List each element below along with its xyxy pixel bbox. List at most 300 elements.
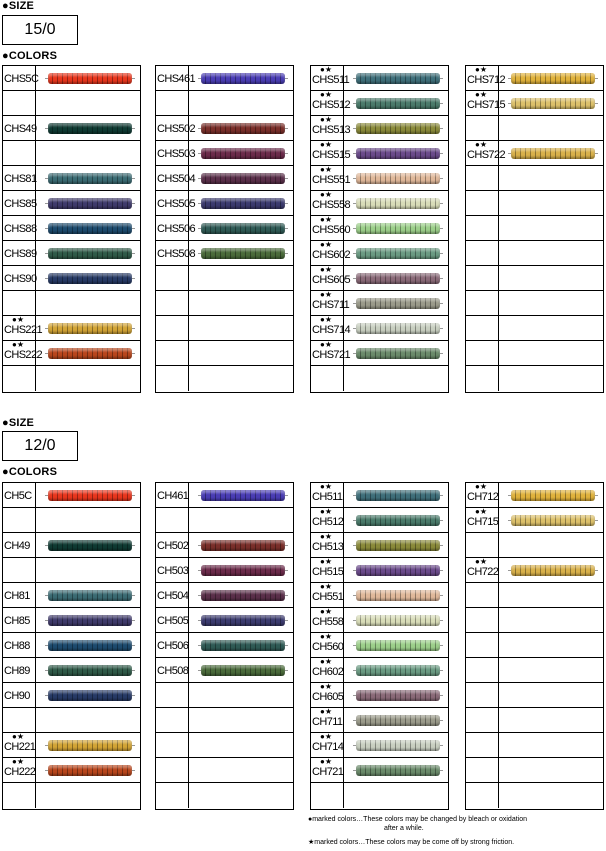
table-row xyxy=(3,166,140,191)
color-code: CH714 xyxy=(312,741,344,753)
table-row xyxy=(156,608,293,633)
color-code-cell xyxy=(311,658,344,682)
color-code-cell xyxy=(466,166,499,190)
bead-swatch xyxy=(201,173,285,184)
color-code-cell xyxy=(3,91,36,115)
color-code xyxy=(157,341,188,349)
table-row xyxy=(156,341,293,366)
color-code: CH711 xyxy=(312,716,343,728)
color-code: CHS714 xyxy=(312,324,350,336)
table-row xyxy=(466,633,603,658)
table-row xyxy=(311,216,448,241)
bead-swatch xyxy=(201,640,285,651)
table-row xyxy=(156,166,293,191)
color-code: CH602 xyxy=(312,666,344,678)
table-row xyxy=(3,483,140,508)
color-code: CH505 xyxy=(157,615,189,627)
bead-swatch xyxy=(511,98,595,109)
table-row xyxy=(466,216,603,241)
color-table xyxy=(155,482,294,810)
color-code: CHS221 xyxy=(4,324,42,336)
table-row xyxy=(3,683,140,708)
color-code: CH221 xyxy=(4,741,36,753)
mark-symbols: ●★ xyxy=(475,507,488,516)
color-code: CHS551 xyxy=(312,174,350,186)
bead-swatch xyxy=(48,223,132,234)
bead-swatch xyxy=(511,148,595,159)
color-code: CH722 xyxy=(467,566,499,578)
mark-symbols: ●★ xyxy=(475,65,488,74)
color-code: CH721 xyxy=(312,766,344,778)
table-row xyxy=(311,683,448,708)
mark-symbols: ●★ xyxy=(320,340,333,349)
bead-swatch xyxy=(356,223,440,234)
table-row xyxy=(311,191,448,216)
color-code-cell xyxy=(156,116,195,140)
mark-symbols: ●★ xyxy=(320,557,333,566)
color-code-cell xyxy=(156,216,195,240)
color-code xyxy=(4,708,35,716)
color-code-cell xyxy=(311,633,344,657)
table-row xyxy=(3,191,140,216)
bead-swatch xyxy=(201,73,285,84)
color-code: CHS560 xyxy=(312,224,350,236)
color-code-cell xyxy=(311,758,344,782)
table-row xyxy=(3,291,140,316)
color-code xyxy=(467,708,498,716)
color-code: CH49 xyxy=(4,540,30,552)
table-row xyxy=(466,733,603,758)
color-code: CH502 xyxy=(157,540,189,552)
table-row xyxy=(156,366,293,391)
table-row xyxy=(3,633,140,658)
color-code-cell xyxy=(156,558,189,582)
table-row xyxy=(311,608,448,633)
bead-swatch xyxy=(201,148,285,159)
color-code-cell xyxy=(156,708,189,732)
bead-swatch xyxy=(356,640,440,651)
mark-symbols: ●★ xyxy=(12,757,25,766)
color-code-cell xyxy=(156,266,189,290)
color-code-cell xyxy=(311,65,350,90)
table-row xyxy=(466,683,603,708)
table-row xyxy=(3,241,140,266)
color-code-cell xyxy=(466,583,499,607)
color-code-cell xyxy=(466,65,505,90)
color-code-cell xyxy=(3,508,36,532)
mark-symbols: ●★ xyxy=(475,140,488,149)
color-code: CH511 xyxy=(312,491,343,503)
color-code-cell xyxy=(466,658,499,682)
color-code: CH558 xyxy=(312,616,344,628)
color-code: CH222 xyxy=(4,766,36,778)
color-table xyxy=(465,65,604,393)
mark-symbols: ●★ xyxy=(320,632,333,641)
color-code: CHS508 xyxy=(157,248,195,260)
bead-swatch xyxy=(356,590,440,601)
color-code-cell xyxy=(466,241,499,265)
bead-swatch xyxy=(356,148,440,159)
color-code xyxy=(467,341,498,349)
color-code xyxy=(312,366,343,374)
color-code xyxy=(157,683,188,691)
bead-swatch xyxy=(356,740,440,751)
table-row xyxy=(311,341,448,366)
mark-symbols: ●★ xyxy=(475,557,488,566)
bead-swatch xyxy=(201,565,285,576)
mark-symbols: ●★ xyxy=(320,532,333,541)
color-code-cell xyxy=(466,633,499,657)
table-row xyxy=(311,241,448,266)
bead-swatch xyxy=(356,348,440,359)
table-row xyxy=(156,291,293,316)
color-code xyxy=(467,583,498,591)
color-code: CH504 xyxy=(157,590,189,602)
bead-swatch xyxy=(201,615,285,626)
bead-swatch xyxy=(48,590,132,601)
color-code-cell xyxy=(311,733,344,757)
mark-symbols: ●★ xyxy=(320,190,333,199)
color-code-cell xyxy=(3,783,36,808)
bead-swatch xyxy=(48,123,132,134)
mark-symbols: ●★ xyxy=(320,507,333,516)
bead-swatch xyxy=(201,223,285,234)
table-row xyxy=(156,116,293,141)
table-row xyxy=(311,583,448,608)
color-code-cell xyxy=(311,583,344,607)
table-row xyxy=(311,116,448,141)
color-code-cell xyxy=(466,316,499,340)
color-code xyxy=(467,316,498,324)
color-code xyxy=(4,508,35,516)
table-row xyxy=(3,758,140,783)
mark-symbols: ●★ xyxy=(12,732,25,741)
mark-symbols: ●★ xyxy=(320,707,333,716)
color-code: CHS722 xyxy=(467,149,505,161)
bead-swatch xyxy=(356,273,440,284)
color-code: CHS222 xyxy=(4,349,42,361)
color-code xyxy=(4,558,35,566)
color-code: CHS90 xyxy=(4,273,37,285)
color-table xyxy=(310,65,449,393)
color-code xyxy=(467,683,498,691)
color-code-cell xyxy=(156,733,189,757)
mark-symbols: ●★ xyxy=(320,315,333,324)
table-row xyxy=(3,558,140,583)
table-row xyxy=(156,733,293,758)
color-code-cell xyxy=(3,266,36,290)
mark-symbols: ●★ xyxy=(320,657,333,666)
table-row xyxy=(466,66,603,91)
color-code-cell xyxy=(311,315,350,340)
color-code: CHS511 xyxy=(312,74,350,86)
color-code xyxy=(157,508,188,516)
mark-symbols: ●★ xyxy=(475,90,488,99)
color-code: CHS558 xyxy=(312,199,350,211)
table-row xyxy=(156,633,293,658)
color-code-cell xyxy=(311,115,350,140)
color-code-cell xyxy=(311,265,350,290)
table-row xyxy=(466,191,603,216)
table-row xyxy=(3,91,140,116)
color-code: CHS503 xyxy=(157,148,195,160)
color-code-cell xyxy=(156,683,189,707)
table-row xyxy=(311,66,448,91)
color-code-cell xyxy=(3,366,36,391)
color-code xyxy=(467,758,498,766)
color-code: CHS505 xyxy=(157,198,195,210)
color-code-cell xyxy=(466,708,499,732)
size-label-12: ●SIZE xyxy=(2,417,35,429)
color-code-cell xyxy=(311,90,350,115)
color-code-cell xyxy=(466,341,499,365)
table-row xyxy=(311,291,448,316)
table-row xyxy=(311,366,448,391)
color-code-cell xyxy=(466,291,499,315)
colors-label-12: ●COLORS xyxy=(2,466,58,478)
color-table xyxy=(310,482,449,810)
table-row xyxy=(311,316,448,341)
color-code: CH560 xyxy=(312,641,344,653)
table-row xyxy=(3,533,140,558)
color-code xyxy=(4,783,35,791)
bead-swatch xyxy=(356,765,440,776)
bead-swatch xyxy=(48,198,132,209)
color-code-cell xyxy=(3,166,36,190)
bead-swatch xyxy=(48,173,132,184)
table-row xyxy=(3,783,140,808)
color-code xyxy=(467,266,498,274)
bead-swatch xyxy=(356,615,440,626)
color-code-cell xyxy=(3,658,36,682)
color-code: CHS88 xyxy=(4,223,37,235)
table-row xyxy=(466,166,603,191)
color-code-cell xyxy=(466,483,499,507)
mark-symbols: ●★ xyxy=(320,732,333,741)
color-code: CHS461 xyxy=(157,73,195,85)
color-code xyxy=(157,291,188,299)
color-code-cell xyxy=(466,90,505,115)
table-row xyxy=(156,216,293,241)
table-row xyxy=(466,141,603,166)
color-code xyxy=(467,216,498,224)
color-code xyxy=(467,658,498,666)
color-code-cell xyxy=(466,733,499,757)
color-table xyxy=(465,482,604,810)
note-dot-marked xyxy=(308,815,527,833)
color-code-cell xyxy=(156,91,189,115)
table-row xyxy=(156,141,293,166)
bead-swatch xyxy=(48,248,132,259)
mark-symbols: ●★ xyxy=(475,482,488,491)
color-code-cell xyxy=(156,783,189,808)
table-row xyxy=(156,783,293,808)
table-row xyxy=(466,483,603,508)
table-row xyxy=(156,683,293,708)
color-code-cell xyxy=(466,191,499,215)
table-row xyxy=(311,783,448,808)
bead-swatch xyxy=(48,490,132,501)
color-code-cell xyxy=(3,733,36,757)
bead-swatch xyxy=(356,565,440,576)
color-code: CHS715 xyxy=(467,99,505,111)
table-row xyxy=(3,66,140,91)
mark-symbols: ●★ xyxy=(320,682,333,691)
color-code-cell xyxy=(466,366,499,391)
color-code: CH551 xyxy=(312,591,344,603)
color-code-cell xyxy=(3,533,36,557)
bead-swatch xyxy=(511,490,595,501)
table-row xyxy=(466,341,603,366)
bead-swatch xyxy=(511,565,595,576)
color-code xyxy=(157,708,188,716)
bead-swatch xyxy=(48,740,132,751)
table-row xyxy=(3,658,140,683)
color-code xyxy=(467,366,498,374)
color-code: CHS712 xyxy=(467,74,505,86)
color-code: CH515 xyxy=(312,566,344,578)
color-code-cell xyxy=(311,240,350,265)
table-row xyxy=(466,533,603,558)
color-code-cell xyxy=(3,608,36,632)
table-row xyxy=(3,316,140,341)
color-code-cell xyxy=(3,141,36,165)
table-row xyxy=(466,241,603,266)
bead-swatch xyxy=(356,540,440,551)
bead-swatch xyxy=(48,273,132,284)
color-code-cell xyxy=(3,216,36,240)
color-code-cell xyxy=(156,166,195,190)
color-code-cell xyxy=(156,66,195,90)
table-row xyxy=(311,558,448,583)
color-code: CHS81 xyxy=(4,173,37,185)
bead-swatch xyxy=(356,515,440,526)
table-row xyxy=(3,583,140,608)
color-table xyxy=(2,65,141,393)
mark-symbols: ●★ xyxy=(320,482,333,491)
table-row xyxy=(3,608,140,633)
color-code-cell xyxy=(156,608,189,632)
table-row xyxy=(311,533,448,558)
mark-symbols: ●★ xyxy=(320,165,333,174)
size-box-12: 12/0 xyxy=(2,431,78,461)
color-code-cell xyxy=(156,191,195,215)
bead-swatch xyxy=(48,73,132,84)
bead-swatch xyxy=(48,690,132,701)
table-row xyxy=(156,558,293,583)
color-code-cell xyxy=(3,191,36,215)
color-code xyxy=(467,533,498,541)
table-row xyxy=(466,366,603,391)
color-code-cell xyxy=(156,758,189,782)
mark-symbols: ●★ xyxy=(320,90,333,99)
color-code xyxy=(312,783,343,791)
color-code xyxy=(157,266,188,274)
table-row xyxy=(466,758,603,783)
table-row xyxy=(3,266,140,291)
color-code xyxy=(467,633,498,641)
color-table xyxy=(155,65,294,393)
color-code-cell xyxy=(311,215,350,240)
bead-swatch xyxy=(356,98,440,109)
color-code-cell xyxy=(3,340,42,365)
table-row xyxy=(156,191,293,216)
color-code-cell xyxy=(156,658,189,682)
color-code-cell xyxy=(156,583,189,607)
table-row xyxy=(466,558,603,583)
note-dot-line2: after a while. xyxy=(384,825,424,832)
bead-swatch xyxy=(356,198,440,209)
bead-swatch xyxy=(356,298,440,309)
color-code-cell xyxy=(466,558,499,582)
color-code: CH81 xyxy=(4,590,30,602)
table-row xyxy=(466,508,603,533)
color-code-cell xyxy=(156,316,189,340)
color-code-cell xyxy=(3,315,42,340)
bead-swatch xyxy=(356,715,440,726)
color-code-cell xyxy=(311,140,350,165)
table-row xyxy=(3,366,140,391)
color-code-cell xyxy=(311,508,344,532)
color-code xyxy=(157,366,188,374)
table-row xyxy=(311,166,448,191)
color-code xyxy=(467,241,498,249)
color-code-cell xyxy=(3,483,36,507)
color-code-cell xyxy=(311,708,344,732)
table-row xyxy=(156,266,293,291)
color-code-cell xyxy=(311,683,344,707)
color-code xyxy=(467,191,498,199)
color-code: CH88 xyxy=(4,640,30,652)
table-row xyxy=(156,91,293,116)
color-code-cell xyxy=(156,533,189,557)
color-code: CH5C xyxy=(4,490,32,502)
note-dot-line: ●marked colors…These colors may be changed by bleach or oxidation xyxy=(308,816,528,823)
color-code-cell xyxy=(466,216,499,240)
bead-swatch xyxy=(511,515,595,526)
color-code-cell xyxy=(156,241,195,265)
color-code-cell xyxy=(466,140,505,165)
color-code-cell xyxy=(466,608,499,632)
color-code xyxy=(157,91,188,99)
color-code-cell xyxy=(156,483,189,507)
color-code xyxy=(467,116,498,124)
color-code: CHS721 xyxy=(312,349,350,361)
color-code xyxy=(467,733,498,741)
color-code: CH512 xyxy=(312,516,344,528)
color-code xyxy=(157,316,188,324)
bead-swatch xyxy=(356,248,440,259)
color-code-cell xyxy=(156,341,189,365)
color-code-cell xyxy=(3,116,36,140)
color-code: CHS515 xyxy=(312,149,350,161)
size-box-15: 15/0 xyxy=(2,15,78,45)
bead-swatch xyxy=(201,490,285,501)
table-row xyxy=(156,316,293,341)
bead-swatch xyxy=(48,540,132,551)
table-row xyxy=(466,783,603,808)
bead-swatch xyxy=(201,665,285,676)
color-code: CHS5C xyxy=(4,73,39,85)
bead-swatch xyxy=(201,248,285,259)
mark-symbols: ●★ xyxy=(320,140,333,149)
color-table xyxy=(2,482,141,810)
note-star-marked: ★marked colors…These colors may be come off by strong friction. xyxy=(308,839,515,846)
color-code xyxy=(4,141,35,149)
bead-swatch xyxy=(201,590,285,601)
color-code-cell xyxy=(3,633,36,657)
table-row xyxy=(466,608,603,633)
